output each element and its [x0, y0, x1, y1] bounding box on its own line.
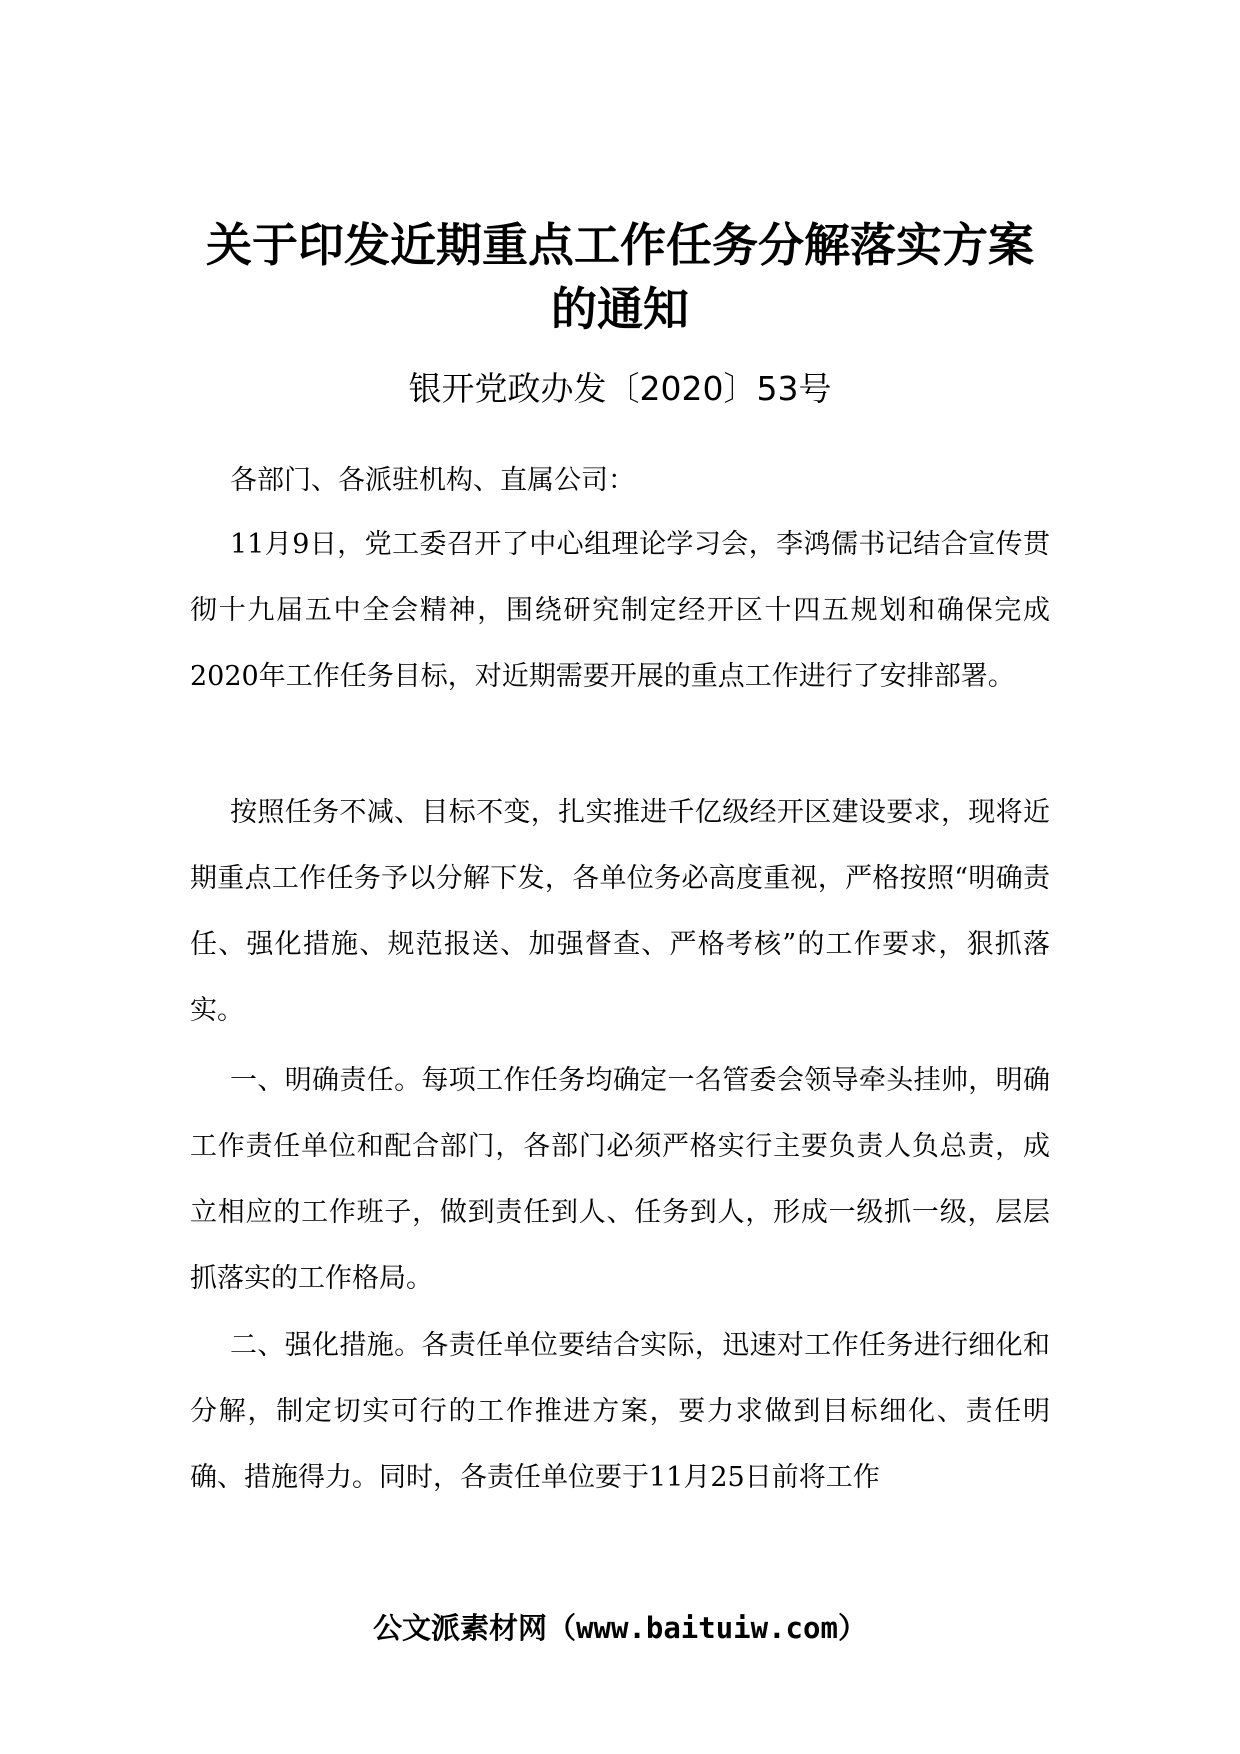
salutation: 各部门、各派驻机构、直属公司：	[230, 465, 635, 496]
document-title-line-2: 的通知	[551, 282, 689, 336]
paragraph-2: 按照任务不减、目标不变，扎实推进千亿级经开区建设要求，现将近期重点工作任务予以分解下发，各单位务必高度重视，严格按照“明确责任、强化措施、规范报送、加强督查、严格考核”的工作要求，狠抓落实。	[190, 797, 1050, 1026]
document-number: 银开党政办发〔2020〕53号	[408, 369, 832, 408]
paragraph-3: 一、明确责任。每项工作任务均确定一名管委会领导牵头挂帅，明确工作责任单位和配合部门，各部门必须严格实行主要负责人负总责，成立相应的工作班子，做到责任到人、任务到人，形成一级抓一级，层层抓落实的工作格局。	[190, 1065, 1050, 1294]
paragraph-4: 二、强化措施。各责任单位要结合实际，迅速对工作任务进行细化和分解，制定切实可行的工作推进方案，要力求做到目标细化、责任明确、措施得力。同时，各责任单位要于11月25日前将工作	[190, 1330, 1050, 1493]
document-title-line-1: 关于印发近期重点工作任务分解落实方案	[206, 218, 1034, 272]
paragraph-1: 11月9日，党工委召开了中心组理论学习会，李鸿儒书记结合宣传贯彻十九届五中全会精神，围绕研究制定经开区十四五规划和确保完成2020年工作任务目标，对近期需要开展的重点工作进行了安排部署。	[190, 529, 1050, 692]
footer-watermark: 公文派素材网（www.baituiw.com）	[373, 1611, 867, 1645]
